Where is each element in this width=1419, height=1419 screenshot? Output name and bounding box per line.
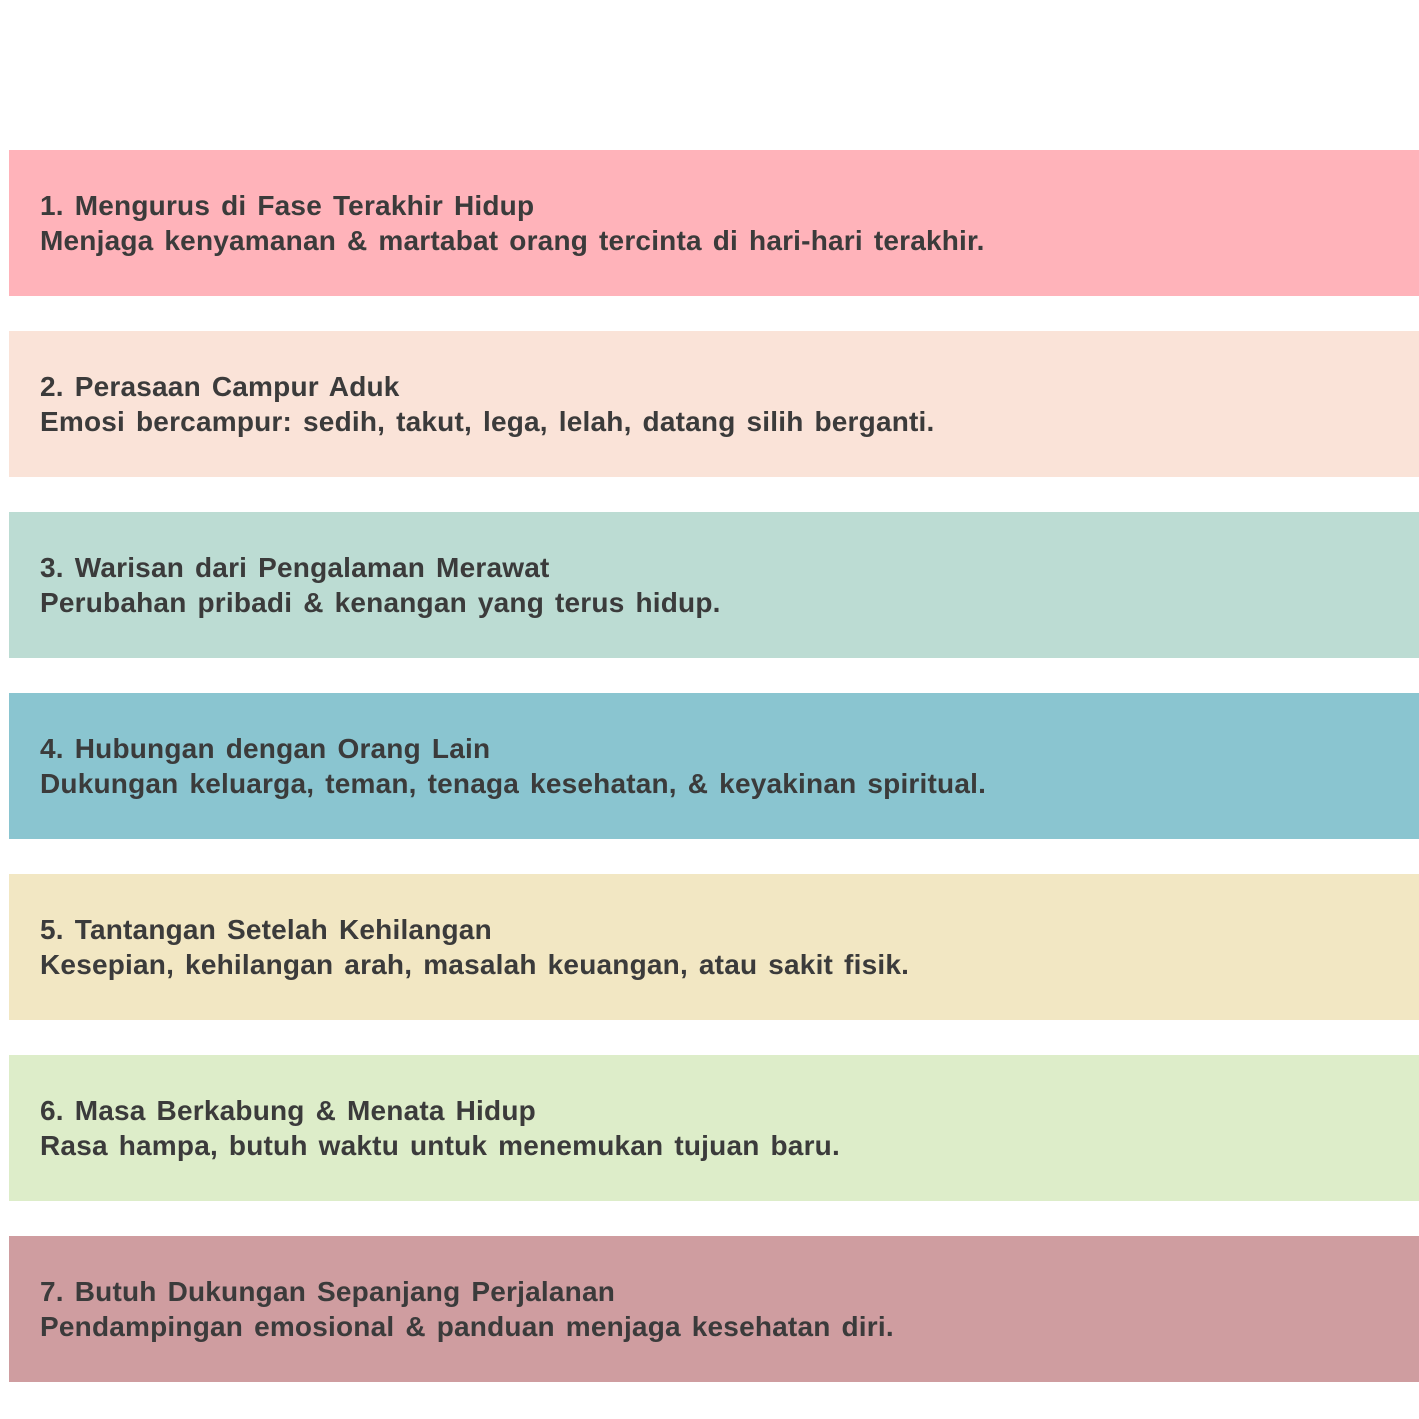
band-tantangan-kehilangan bbox=[9, 874, 1419, 1020]
band-subtitle: Emosi bercampur: sedih, takut, lega, lelah, datang silih berganti. bbox=[40, 406, 935, 437]
band-title: 2. Perasaan Campur Aduk bbox=[40, 371, 400, 402]
band-dukungan-perjalanan bbox=[9, 1236, 1419, 1382]
band-subtitle: Menjaga kenyamanan & martabat orang tercinta di hari-hari terakhir. bbox=[40, 225, 985, 256]
band-title: 3. Warisan dari Pengalaman Merawat bbox=[40, 552, 550, 583]
band-subtitle: Dukungan keluarga, teman, tenaga kesehatan, & keyakinan spiritual. bbox=[40, 768, 987, 799]
band-title: 7. Butuh Dukungan Sepanjang Perjalanan bbox=[40, 1276, 616, 1307]
band-subtitle: Rasa hampa, butuh waktu untuk menemukan tujuan baru. bbox=[40, 1130, 840, 1161]
band-subtitle: Perubahan pribadi & kenangan yang terus hidup. bbox=[40, 587, 721, 618]
band-masa-berkabung bbox=[9, 1055, 1419, 1201]
band-subtitle: Kesepian, kehilangan arah, masalah keuangan, atau sakit fisik. bbox=[40, 949, 910, 980]
band-title: 6. Masa Berkabung & Menata Hidup bbox=[40, 1095, 536, 1126]
band-warisan-merawat bbox=[9, 512, 1419, 658]
band-title: 4. Hubungan dengan Orang Lain bbox=[40, 733, 491, 764]
band-title: 1. Mengurus di Fase Terakhir Hidup bbox=[40, 190, 535, 221]
band-fase-terakhir bbox=[9, 150, 1419, 296]
band-stack bbox=[9, 150, 1419, 1417]
band-subtitle: Pendampingan emosional & panduan menjaga kesehatan diri. bbox=[40, 1311, 894, 1342]
band-perasaan-campur bbox=[9, 331, 1419, 477]
band-title: 5. Tantangan Setelah Kehilangan bbox=[40, 914, 492, 945]
band-hubungan-orang-lain bbox=[9, 693, 1419, 839]
